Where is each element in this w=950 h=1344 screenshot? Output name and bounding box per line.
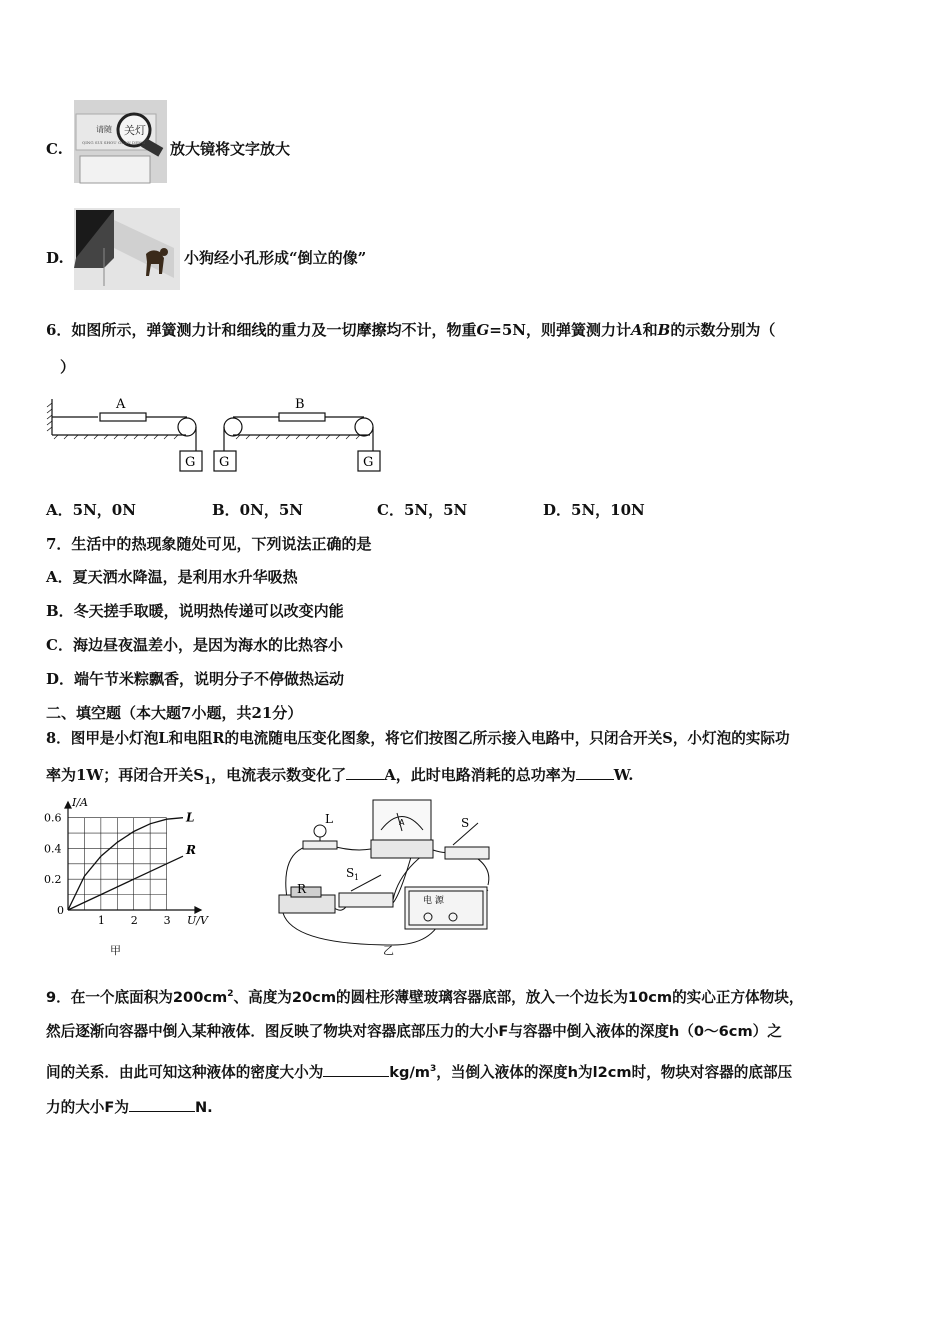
q9-line-1-a: 9．在一个底面积为200cm	[46, 988, 228, 1006]
spring-scale-diagram	[44, 393, 394, 483]
series-line-r	[68, 856, 183, 910]
q7-option-a[interactable]: A．夏天洒水降温，是利用水升华吸热	[46, 568, 298, 586]
section-2-heading: 二、填空题（本大题7小题，共21分）	[46, 704, 303, 722]
q6-stem-end: 的示数分别为（	[670, 321, 776, 339]
y-tick-label: 0.2	[44, 873, 62, 887]
series-label-l: L	[186, 810, 195, 825]
q9-blank-1[interactable]	[323, 1062, 389, 1077]
q8-line-2-d: W.	[613, 766, 634, 784]
series-label-r: R	[186, 843, 196, 858]
q8-line-2-sub: 1	[204, 776, 212, 787]
circuit-label-power: 电 源	[423, 896, 444, 906]
q6-stem-start: 6．如图所示，弹簧测力计和细线的重力及一切摩擦均不计，物重	[46, 321, 477, 339]
q8-line-2-c: A，此时电路消耗的总功率为	[384, 766, 576, 784]
q6-stem-mid: =5N，则弹簧测力计	[489, 321, 631, 339]
circuit-label-l: L	[325, 812, 333, 826]
q8-blank-2[interactable]	[576, 765, 614, 780]
q6-option-b[interactable]: B．0N，5N	[212, 501, 303, 519]
q9-line-4-a: 力的大小F为	[46, 1099, 129, 1116]
q6-option-d[interactable]: D．5N，10N	[543, 501, 645, 519]
circuit-label-s1: S	[346, 866, 355, 880]
y-axis-label: I/A	[72, 796, 88, 809]
q8-line-2	[46, 765, 633, 792]
q9-line-3-a: 间的关系．由此可知这种液体的密度大小为	[46, 1063, 324, 1081]
weight-label-2: G	[219, 455, 230, 470]
q7-stem: 7．生活中的热现象随处可见，下列说法正确的是	[46, 535, 372, 553]
q6-stem-close: ）	[60, 358, 76, 376]
circuit-caption-yi: 乙	[383, 944, 394, 957]
magnifier-photo-text-1: 请随	[96, 125, 112, 134]
q5-option-c-text: 放大镜将文字放大	[170, 140, 291, 158]
q8-line-2-a: 率为1W；再闭合开关S	[46, 766, 205, 784]
circuit-label-r: R	[297, 882, 307, 896]
q9-line-4	[46, 1097, 213, 1118]
x-axis-label: U/V	[187, 914, 208, 927]
q5-option-d-text: 小狗经小孔形成“倒立的像”	[184, 249, 367, 267]
q7-option-b[interactable]: B．冬天搓手取暖，说明热传递可以改变内能	[46, 602, 344, 620]
q8-line-2-b: ，电流表示数变化了	[211, 766, 347, 784]
q6-stem-g: G	[476, 321, 490, 339]
pinhole-dog-photo	[74, 208, 180, 290]
q9-line-1-b: 、高度为20cm的圆柱形薄壁玻璃容器底部，放入一个边长为10cm的实心正方体物块，	[233, 988, 804, 1006]
circuit-label-s1-sub: 1	[354, 873, 360, 882]
x-tick-label: 3	[163, 914, 171, 927]
q6-stem-b: B	[657, 321, 671, 339]
q9-line-1-sup: 2	[227, 989, 234, 999]
q9-line-3-sup: 3	[430, 1064, 437, 1074]
q7-option-c[interactable]: C．海边昼夜温差小，是因为海水的比热容小	[46, 636, 343, 654]
q9-line-2: 然后逐渐向容器中倒入某种液体．图反映了物块对容器底部压力的大小F与容器中倒入液体的深度h（0～6cm）之	[46, 1023, 782, 1040]
origin-label: 0	[57, 904, 64, 917]
q9-blank-2[interactable]	[129, 1097, 195, 1112]
y-tick-label: 0.4	[44, 842, 62, 856]
q6-stem	[46, 320, 775, 340]
circuit-label-s: S	[461, 816, 470, 830]
x-tick-label: 1	[97, 914, 105, 927]
circuit-diagram	[273, 795, 493, 960]
q6-option-c[interactable]: C．5N，5N	[377, 501, 468, 519]
x-axis-arrow	[195, 907, 201, 913]
magnifier-photo	[74, 100, 167, 183]
spring-label-a: A	[116, 397, 126, 412]
iu-graph	[38, 796, 208, 950]
q5-option-c-label: C.	[46, 140, 63, 158]
magnifier-photo-text-2: 关灯	[124, 124, 146, 137]
magnifier-photo-text-3: QING SUI SHOU GUAN DENG	[82, 140, 145, 145]
y-axis-arrow	[65, 802, 71, 808]
graph-caption-jia: 甲	[110, 944, 121, 957]
x-tick-label: 2	[130, 914, 138, 927]
q9-line-1	[46, 984, 803, 1008]
q6-stem-and: 和	[642, 321, 658, 339]
q6-stem-a: A	[630, 321, 643, 339]
weight-label-3: G	[363, 455, 374, 470]
q9-line-3-b: kg/m	[389, 1063, 430, 1081]
q9-line-3	[46, 1059, 792, 1083]
weight-label-1: G	[185, 455, 196, 470]
circuit-label-meter: A	[399, 818, 405, 827]
y-tick-label: 0.6	[44, 811, 62, 825]
spring-label-b: B	[295, 397, 305, 412]
q9-line-4-b: N.	[194, 1099, 213, 1116]
q6-option-a[interactable]: A．5N，0N	[46, 501, 136, 519]
q9-line-3-c: ，当倒入液体的深度h为l2cm时，物块对容器的底部压	[436, 1063, 793, 1081]
q7-option-d[interactable]: D．端午节米粽飘香，说明分子不停做热运动	[46, 670, 345, 688]
q5-option-d-label: D.	[46, 249, 64, 267]
q8-blank-1[interactable]	[346, 765, 384, 780]
q8-line-1: 8．图甲是小灯泡L和电阻R的电流随电压变化图象，将它们按图乙所示接入电路中，只闭合开关S，小灯泡的实际功	[46, 730, 790, 747]
